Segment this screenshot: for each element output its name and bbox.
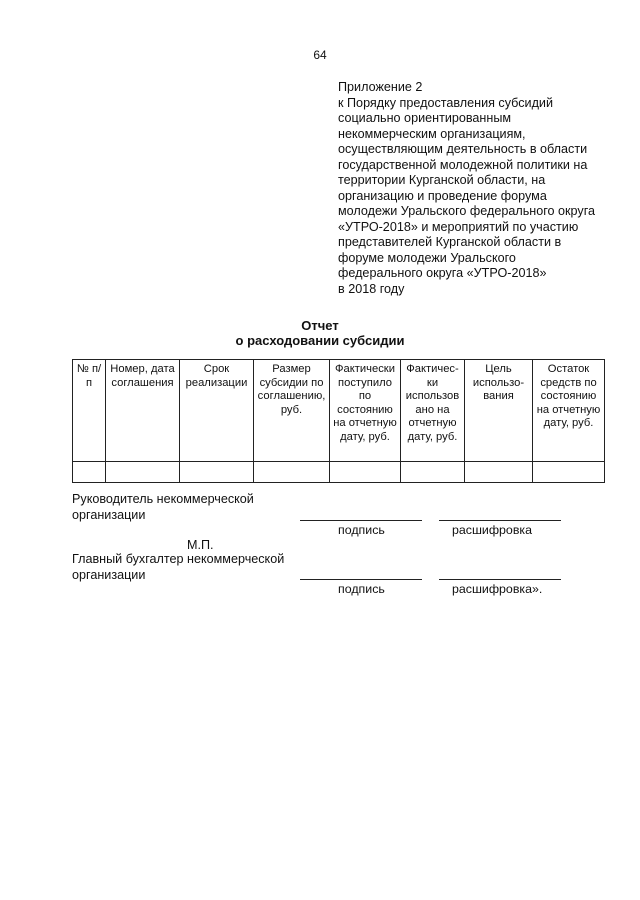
- header-cell-subsidy-amount: Размер субсидии по соглашению, руб.: [254, 360, 330, 462]
- appendix-line: «УТРО-2018» и мероприятий по участию: [338, 219, 579, 234]
- appendix-line: представителей Курганской области в: [338, 235, 562, 249]
- head-label-line2: организации: [72, 507, 146, 522]
- report-table: [72, 359, 605, 483]
- header-cell-used: Фактичес-ки использов ано на отчетную дату, руб.: [401, 360, 465, 462]
- table-cell: [330, 462, 401, 483]
- report-title: [0, 318, 640, 348]
- header-cell-term: Срок реализации: [180, 360, 254, 462]
- head-signature-caption: подпись: [338, 523, 385, 537]
- accountant-label: [72, 552, 284, 583]
- accountant-decode-line: [439, 579, 561, 580]
- report-title-line2: о расходовании субсидии: [235, 333, 405, 348]
- appendix-line: организацию и проведение форума: [338, 188, 547, 203]
- header-cell-purpose: Цель использо-вания: [465, 360, 533, 462]
- table-cell: [465, 462, 533, 483]
- accountant-signature-line: [300, 579, 422, 580]
- accountant-label-line1: Главный бухгалтер некоммерческой: [72, 552, 285, 566]
- appendix-line: территории Курганской области, на: [338, 173, 546, 187]
- head-decode-line: [439, 520, 561, 521]
- table-cell: [533, 462, 605, 483]
- appendix-line: осуществляющим деятельность в области: [338, 142, 588, 156]
- page-number: 64: [313, 48, 327, 62]
- header-cell-balance: Остаток средств по состоянию на отчетную дату, руб.: [533, 360, 605, 462]
- head-signature-line: [300, 520, 422, 521]
- head-label-line1: Руководитель некоммерческой: [72, 492, 254, 506]
- table-cell: [180, 462, 254, 483]
- head-label: [72, 492, 254, 523]
- table-cell: [254, 462, 330, 483]
- stamp-place: М.П.: [187, 538, 214, 552]
- appendix-header: [338, 80, 608, 297]
- appendix-line: в 2018 году: [338, 281, 405, 296]
- table-row: [73, 462, 605, 483]
- table-cell: [73, 462, 106, 483]
- table-cell: [106, 462, 180, 483]
- appendix-line: некоммерческим организациям,: [338, 126, 526, 141]
- accountant-label-line2: организации: [72, 567, 146, 582]
- accountant-decode-caption: расшифровка».: [452, 582, 543, 596]
- report-title-line1: Отчет: [301, 318, 339, 333]
- header-cell-agreement: Номер, дата соглашения: [106, 360, 180, 462]
- appendix-line: Приложение 2: [338, 80, 423, 94]
- appendix-line: федерального округа «УТРО-2018»: [338, 266, 547, 280]
- table-header-row: [73, 360, 605, 462]
- accountant-signature-caption: подпись: [338, 582, 385, 596]
- header-cell-number: № п/п: [73, 360, 106, 462]
- appendix-line: молодежи Уральского федерального округа: [338, 204, 596, 218]
- appendix-line: к Порядку предоставления субсидий: [338, 95, 553, 110]
- head-decode-caption: расшифровка: [452, 523, 532, 537]
- appendix-line: социально ориентированным: [338, 111, 512, 125]
- header-cell-received: Фактически поступило по состоянию на отчетную дату, руб.: [330, 360, 401, 462]
- appendix-line: государственной молодежной политики на: [338, 157, 588, 172]
- appendix-line: форуме молодежи Уральского: [338, 250, 516, 265]
- table-cell: [401, 462, 465, 483]
